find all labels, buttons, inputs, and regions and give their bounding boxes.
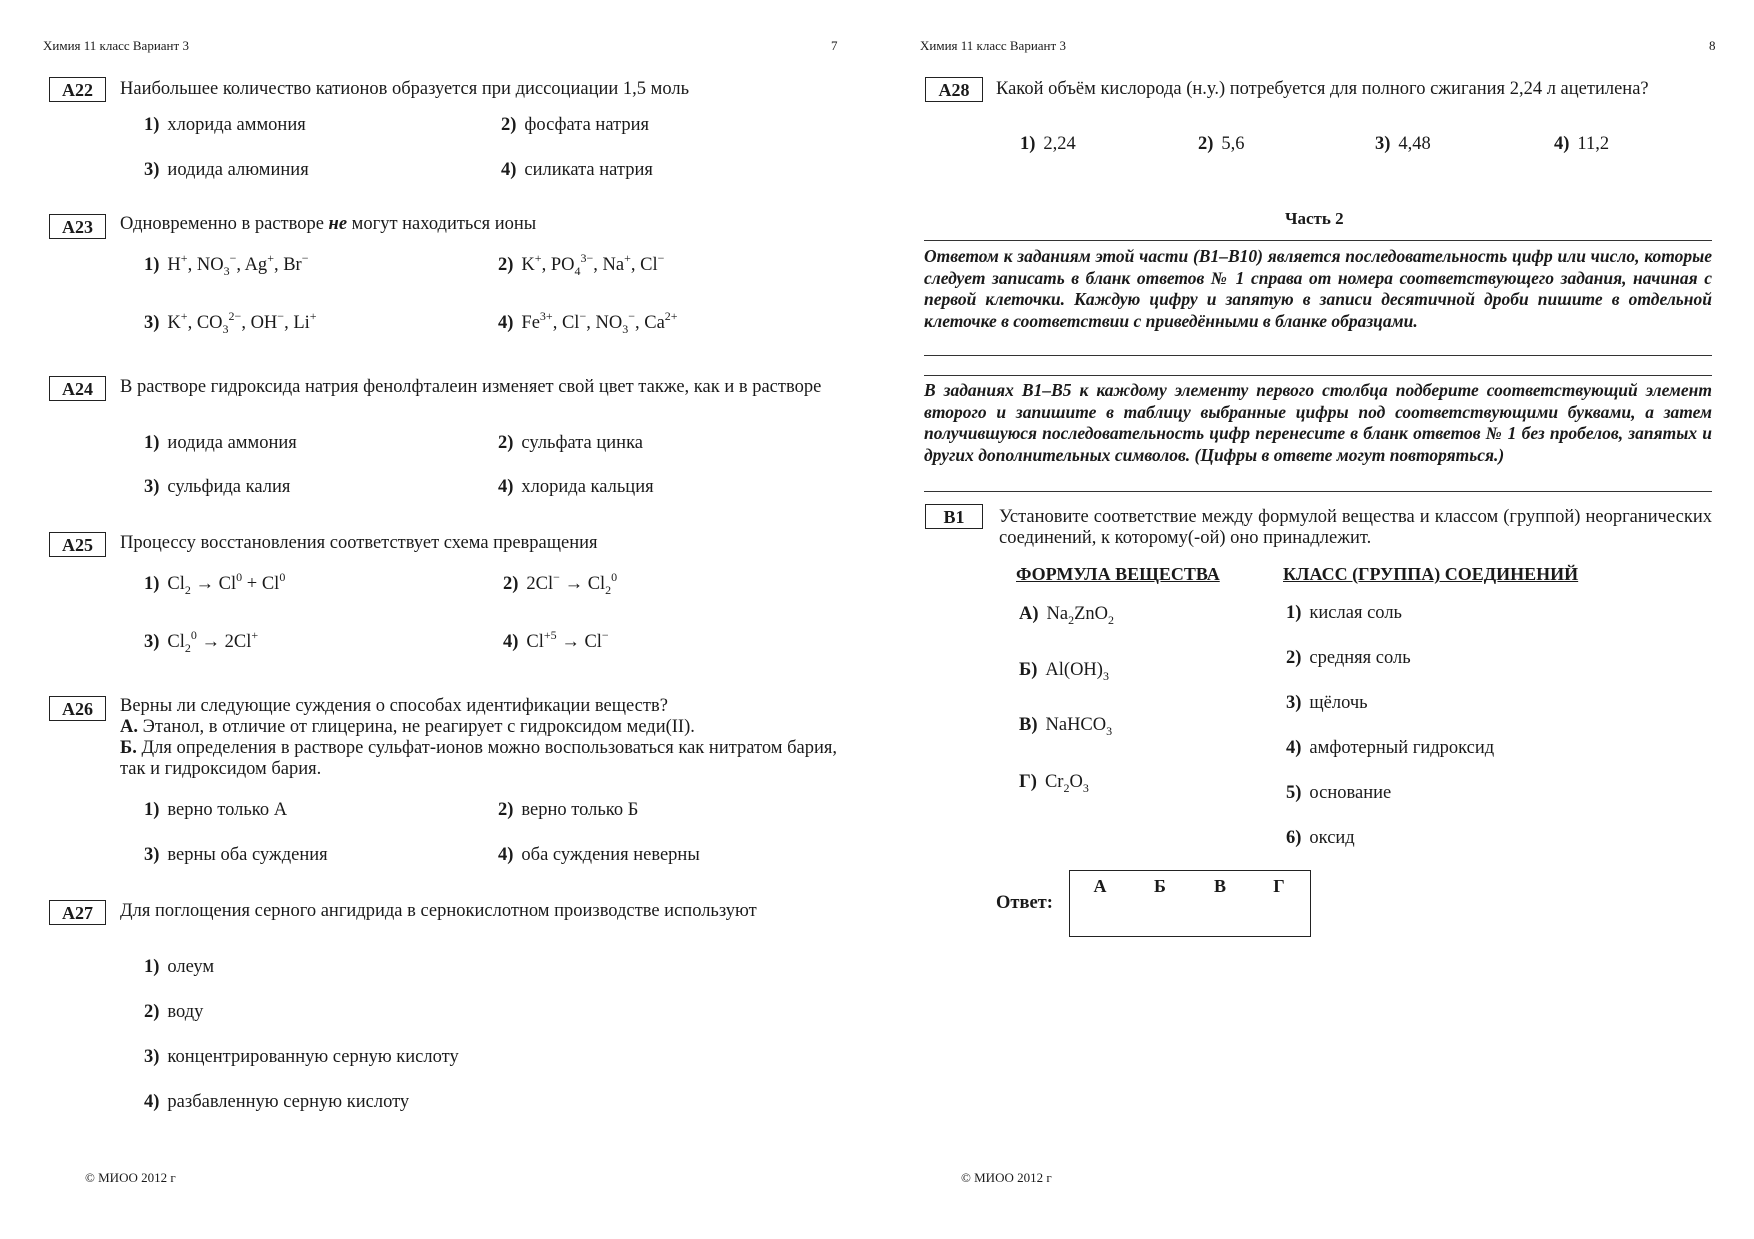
question-number: A28 — [925, 77, 983, 102]
option-2[interactable]: 2) сульфата цинка — [498, 433, 643, 453]
divider — [924, 375, 1712, 376]
divider — [924, 491, 1712, 492]
instruction-part2: Ответом к заданиям этой части (В1–В10) является последовательность цифр или число, которые следует записать в бланк ответов № 1 справа от номера соответствующего задания, начиная с первой клеточки. Каждую цифру и запятую в записи десятичной дроби пишите в отдельной клеточке в соответствии с приведёнными в бланке образцами. — [924, 246, 1712, 331]
question-number: A25 — [49, 532, 106, 557]
option-3[interactable]: 3) иодида алюминия — [144, 160, 309, 180]
page-number: 8 — [1709, 38, 1716, 53]
option-4[interactable]: 4) 11,2 — [1554, 134, 1610, 154]
option-3[interactable]: 3) верны оба суждения — [144, 845, 328, 865]
question-text: Процессу восстановления соответствует схема превращения — [120, 533, 598, 553]
option-4[interactable]: 4) $Cl^{+5} \to Cl^-$ — [503, 628, 609, 652]
question-number: B1 — [925, 504, 983, 529]
question-number: A26 — [49, 696, 106, 721]
question-number: A22 — [49, 77, 106, 102]
answer-label: Ответ: — [996, 893, 1053, 913]
question-text: Наибольшее количество катионов образуется при диссоциации 1,5 моль — [120, 79, 690, 99]
option-2[interactable]: 2) фосфата натрия — [501, 115, 650, 135]
class-3: 3) щёлочь — [1286, 693, 1368, 713]
instruction-b1-b5: В заданиях В1–В5 к каждому элементу первого столбца подберите соответствующий элемент второго и запишите в таблицу выбранные цифры под соответствующими буквами, а затем получившуюся последовательность цифр перенесите в бланк ответов № 1 без пробелов, запятых и других дополнительных символов. (Цифры в ответе могут повторяться.) — [924, 380, 1712, 465]
answer-box[interactable] — [1069, 870, 1311, 937]
column-header-formula: ФОРМУЛА ВЕЩЕСТВА — [1016, 564, 1220, 584]
question-text: Установите соответствие между формулой вещества и классом (группой) неорганических соединений, к которому(-ой) оно принадлежит. — [999, 507, 1712, 548]
option-2[interactable]: 2) $2Cl^- \to Cl_2^0$ — [503, 570, 618, 597]
formula-b: Б) $Al(OH)_3$ — [1019, 660, 1109, 683]
page-number: 7 — [831, 38, 838, 53]
divider — [924, 240, 1712, 241]
option-1[interactable]: 1) олеум — [144, 957, 215, 977]
formula-g: Г) $Cr_2O_3$ — [1019, 772, 1089, 795]
option-3[interactable]: 3) $Cl_2^0 \to 2Cl^+$ — [144, 628, 259, 655]
page-header: Химия 11 класс Вариант 3 — [920, 38, 1066, 53]
page-footer: © МИОО 2012 г — [961, 1170, 1052, 1185]
option-1[interactable]: 1) 2,24 — [1020, 134, 1076, 154]
question-text: Верны ли следующие суждения о способах идентификации веществ? А. Этанол, в отличие от глицерина, не реагирует с гидроксидом меди(II). Б. Для определения в растворе сульфат-ионов можно воспользоваться как нитратом бария, так и гидроксидом бария. — [120, 696, 837, 779]
option-4[interactable]: 4) хлорида кальция — [498, 477, 654, 497]
question-number: A24 — [49, 376, 106, 401]
formula-a: А) $Na_2ZnO_2$ — [1019, 604, 1115, 627]
divider — [924, 355, 1712, 356]
option-1[interactable]: 1) иодида аммония — [144, 433, 297, 453]
formula-v: В) NaHCO$_3$ — [1019, 715, 1113, 738]
option-1[interactable]: 1) верно только А — [144, 800, 288, 820]
question-number: A23 — [49, 214, 106, 239]
class-6: 6) оксид — [1286, 828, 1355, 848]
question-number: A27 — [49, 900, 106, 925]
column-header-class: КЛАСС (ГРУППА) СОЕДИНЕНИЙ — [1283, 564, 1579, 584]
option-4[interactable]: 4) разбавленную серную кислоту — [144, 1092, 410, 1112]
question-text: Одновременно в растворе не могут находиться ионы — [120, 214, 537, 234]
question-text: Для поглощения серного ангидрида в сернокислотном производстве используют — [120, 901, 757, 921]
class-1: 1) кислая соль — [1286, 603, 1402, 623]
option-2[interactable]: 2) K+, $PO_4^{3-}$, Na+, Cl− — [498, 251, 665, 278]
page-header: Химия 11 класс Вариант 3 — [43, 38, 189, 53]
class-5: 5) основание — [1286, 783, 1392, 803]
option-3[interactable]: 3) K+, $CO_3^{2-}$, OH−, Li+ — [144, 309, 317, 336]
page-footer: © МИОО 2012 г — [85, 1170, 176, 1185]
class-4: 4) амфотерный гидроксид — [1286, 738, 1495, 758]
option-1[interactable]: 1) H+, $NO_3^-$, Ag+, Br− — [144, 251, 309, 278]
option-3[interactable]: 3) концентрированную серную кислоту — [144, 1047, 459, 1067]
answer-letter-b: Б — [1154, 876, 1166, 896]
option-3[interactable]: 3) сульфида калия — [144, 477, 291, 497]
class-2: 2) средняя соль — [1286, 648, 1411, 668]
answer-letter-a: А — [1093, 876, 1107, 896]
option-2[interactable]: 2) верно только Б — [498, 800, 639, 820]
option-2[interactable]: 2) 5,6 — [1198, 134, 1245, 154]
question-text: В растворе гидроксида натрия фенолфталеин изменяет свой цвет также, как и в растворе — [120, 377, 822, 397]
question-text: Какой объём кислорода (н.у.) потребуется для полного сжигания 2,24 л ацетилена? — [996, 79, 1649, 99]
answer-letter-v: В — [1213, 876, 1226, 896]
answer-letter-g: Г — [1273, 876, 1285, 896]
option-1[interactable]: 1) хлорида аммония — [144, 115, 306, 135]
part-title: Часть 2 — [1285, 209, 1344, 228]
option-2[interactable]: 2) воду — [144, 1002, 204, 1022]
option-3[interactable]: 3) 4,48 — [1375, 134, 1431, 154]
option-1[interactable]: 1) $Cl_2 \to Cl^0 + Cl^0$ — [144, 570, 286, 597]
option-4[interactable]: 4) оба суждения неверны — [498, 845, 700, 865]
option-4[interactable]: 4) $Fe^{3+}$, Cl−, $NO_3^-$, $Ca^{2+}$ — [498, 309, 678, 336]
option-4[interactable]: 4) силиката натрия — [501, 160, 653, 180]
right-page — [877, 0, 1754, 1239]
